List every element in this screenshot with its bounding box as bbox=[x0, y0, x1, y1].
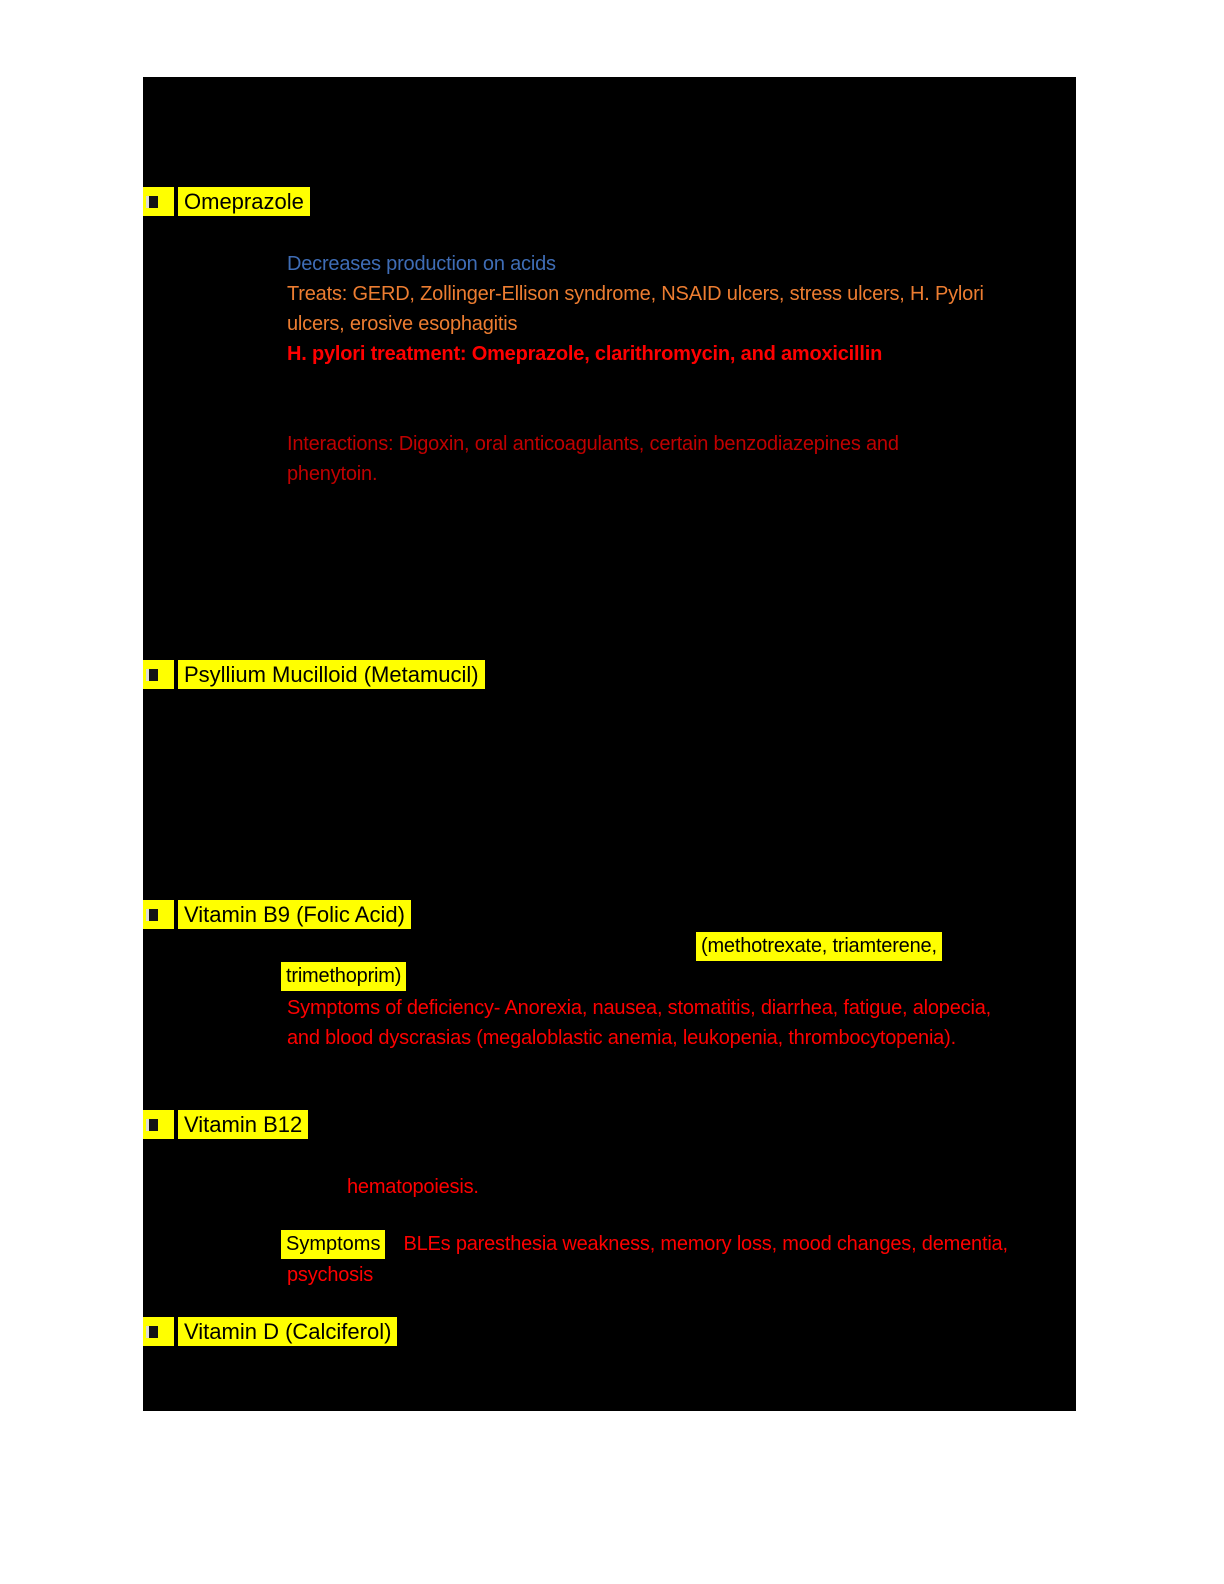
omeprazole-interactions-line1: Interactions: Digoxin, oral anticoagulants, certain benzodiazepines and bbox=[287, 433, 899, 455]
b12-symptoms-line2: psychosis bbox=[287, 1264, 374, 1286]
heading-omeprazole: Omeprazole bbox=[178, 187, 310, 216]
bullet-item-vitamin-b9 bbox=[143, 900, 411, 929]
omeprazole-interactions-line2: phenytoin. bbox=[287, 463, 378, 485]
b12-hematopoiesis-text: hematopoiesis. bbox=[347, 1176, 479, 1198]
square-bullet-icon bbox=[143, 1317, 174, 1346]
square-bullet-icon bbox=[143, 900, 174, 929]
bullet-item-omeprazole bbox=[143, 187, 310, 216]
heading-vitamin-b9: Vitamin B9 (Folic Acid) bbox=[178, 900, 411, 929]
square-bullet-glyph bbox=[146, 1119, 158, 1131]
square-bullet-glyph bbox=[146, 669, 158, 681]
omeprazole-treats-line1: Treats: GERD, Zollinger-Ellison syndrome, NSAID ulcers, stress ulcers, H. Pylori bbox=[287, 283, 984, 305]
square-bullet-glyph bbox=[146, 909, 158, 921]
b12-symptoms-line1: BLEs paresthesia weakness, memory loss, mood changes, dementia, bbox=[403, 1233, 1008, 1255]
b9-interactions-highlight-line2: trimethoprim) bbox=[281, 962, 406, 991]
square-bullet-icon bbox=[143, 187, 174, 216]
b12-symptoms-label: Symptoms bbox=[281, 1230, 385, 1259]
b9-interactions-highlight-line1: (methotrexate, triamterene, bbox=[696, 932, 942, 961]
omeprazole-moa-text: Decreases production on acids bbox=[287, 253, 556, 275]
b9-deficiency-line2: and blood dyscrasias (megaloblastic anemia, leukopenia, thrombocytopenia). bbox=[287, 1027, 956, 1049]
heading-psyllium: Psyllium Mucilloid (Metamucil) bbox=[178, 660, 485, 689]
bullet-item-vitamin-b12 bbox=[143, 1110, 308, 1139]
square-bullet-glyph bbox=[146, 1326, 158, 1338]
bullet-item-vitamin-d bbox=[143, 1317, 397, 1346]
heading-vitamin-b12: Vitamin B12 bbox=[178, 1110, 308, 1139]
square-bullet-icon bbox=[143, 1110, 174, 1139]
bullet-item-psyllium bbox=[143, 660, 485, 689]
omeprazole-hpylori-treatment: H. pylori treatment: Omeprazole, clarithromycin, and amoxicillin bbox=[287, 343, 883, 365]
square-bullet-icon bbox=[143, 660, 174, 689]
heading-vitamin-d: Vitamin D (Calciferol) bbox=[178, 1317, 397, 1346]
omeprazole-treats-line2: ulcers, erosive esophagitis bbox=[287, 313, 518, 335]
notes-canvas bbox=[143, 77, 1076, 1411]
b12-symptoms-row bbox=[281, 1229, 1008, 1259]
square-bullet-glyph bbox=[146, 196, 158, 208]
b9-deficiency-line1: Symptoms of deficiency- Anorexia, nausea, stomatitis, diarrhea, fatigue, alopecia, bbox=[287, 997, 991, 1019]
